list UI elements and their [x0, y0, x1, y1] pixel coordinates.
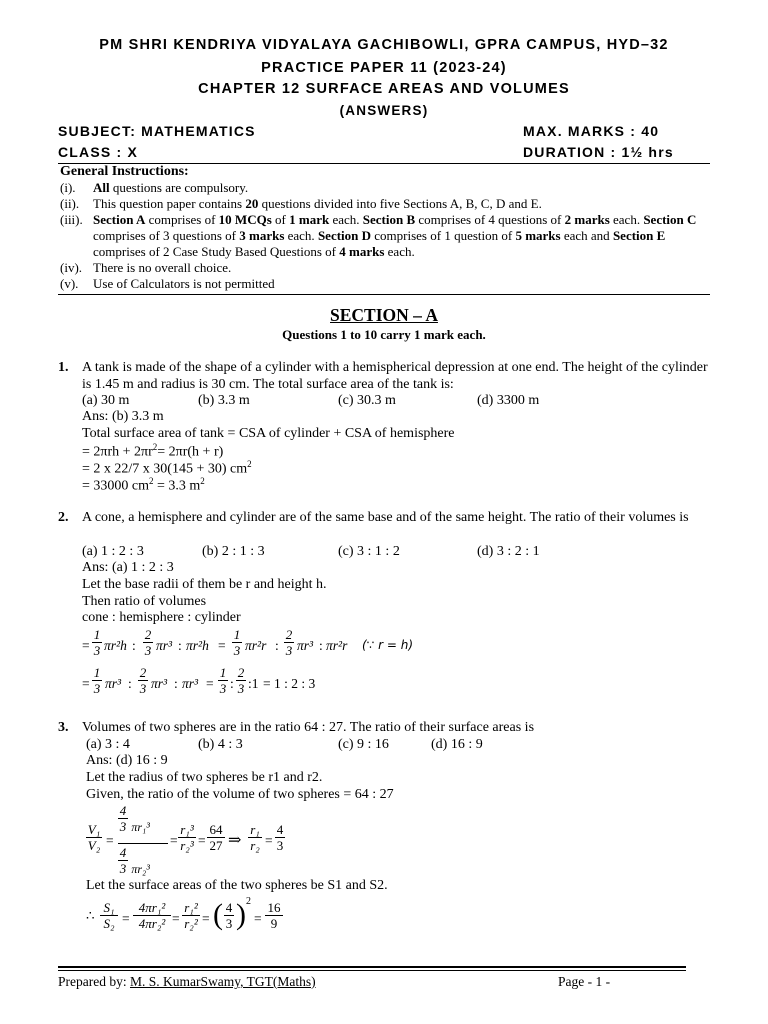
q1-step-4: = 33000 $cm^2 = 3.3$ $m^2$: [82, 476, 205, 494]
q3-option-b: (b) 4 : 3: [198, 737, 243, 752]
q3-option-d: (d) 16 : 9: [431, 737, 483, 752]
max-marks-label: MAX. MARKS : 40: [523, 123, 660, 139]
q2-step-3: cone : hemisphere : cylinder: [82, 610, 241, 625]
q3-option-a: (a) 3 : 4: [86, 737, 130, 752]
q1-option-b: (b) 3.3 m: [198, 393, 250, 408]
q1-option-d: (d) 3300 m: [477, 393, 540, 408]
footer-divider-thick: [58, 966, 686, 968]
q1-step-2: = $2\pi rh + 2\pi r^2= 2\pi r(h + r)$: [82, 442, 224, 460]
footer-divider-thin: [58, 970, 686, 971]
instruction-number: (iv).: [60, 260, 83, 275]
q2-answer: Ans: (a) 1 : 2 : 3: [82, 560, 174, 575]
duration-label: DURATION : 1½ hrs: [523, 144, 674, 160]
instruction-number: (i).: [60, 180, 76, 195]
instruction-item: [60, 212, 710, 260]
instruction-number: (ii).: [60, 196, 80, 211]
paper-title: PRACTICE PAPER 11 (2023-24): [261, 60, 507, 76]
instruction-text: Use of Calculators is not permitted: [93, 276, 275, 291]
instruction-item: [60, 180, 710, 196]
q2-step-2: Then ratio of volumes: [82, 594, 207, 609]
q3-answer: Ans: (d) 16 : 9: [86, 753, 168, 768]
instruction-item: [60, 260, 710, 276]
answers-label: (ANSWERS): [339, 103, 429, 118]
q1-option-c: (c) 30.3 m: [338, 393, 396, 408]
question-number-2: 2.: [58, 510, 69, 525]
section-subtitle: Questions 1 to 10 carry 1 mark each.: [282, 327, 486, 342]
instruction-text: This question paper contains 20 questions divided into five Sections A, B, C, D and E.: [93, 196, 542, 211]
q3-step-3: Let the surface areas of the two spheres be S1 and S2.: [86, 878, 388, 893]
q2-option-c: (c) 3 : 1 : 2: [338, 544, 400, 559]
instruction-text: There is no overall choice.: [93, 260, 232, 275]
q2-option-d: (d) 3 : 2 : 1: [477, 544, 540, 559]
instruction-number: (v).: [60, 276, 79, 291]
instruction-text: Section A comprises of 10 MCQs of 1 mark each. Section B comprises of 4 questions of 2 marks each. Section C comprises of 3 questions of 3 marks each. Section D comprises of 1 question of 5 marks each and Section E comprises of 2 Case Study Based Questions of 4 marks each.: [93, 212, 697, 259]
question-text-1: A tank is made of the shape of a cylinder with a hemispherical depression at one end. The height of the cylinder is 1.45 m and radius is 30 cm. The total surface area of the tank is:: [82, 360, 708, 392]
instruction-item: [60, 196, 710, 212]
instruction-item: [60, 276, 710, 292]
subject-label: SUBJECT: MATHEMATICS: [58, 123, 256, 139]
instruction-number: (iii).: [60, 212, 83, 227]
q2-option-a: (a) 1 : 2 : 3: [82, 544, 144, 559]
q2-step-1: Let the base radii of them be r and height h.: [82, 577, 327, 592]
q1-answer: Ans: (b) 3.3 m: [82, 409, 164, 424]
q2-option-b: (b) 2 : 1 : 3: [202, 544, 265, 559]
question-number-1: 1.: [58, 360, 69, 375]
prepared-by: Prepared by: M. S. KumarSwamy, TGT(Maths): [58, 974, 316, 989]
question-number-3: 3.: [58, 720, 69, 735]
q1-step-1: Total surface area of tank = CSA of cylinder + CSA of hemisphere: [82, 426, 455, 441]
q1-step-3: = 2 x 22/7 x 30(145 + 30) $cm^2$: [82, 459, 252, 477]
instruction-text: All questions are compulsory.: [93, 180, 249, 195]
section-title: SECTION – A: [330, 305, 438, 325]
q3-step-1: Let the radius of two spheres be r1 and r2.: [86, 770, 323, 785]
q3-option-c: (c) 9 : 16: [338, 737, 389, 752]
q1-option-a: (a) 30 m: [82, 393, 130, 408]
q3-step-2: Given, the ratio of the volume of two spheres = 64 : 27: [86, 787, 394, 802]
instructions-title: General Instructions:: [60, 164, 189, 179]
class-label: CLASS : X: [58, 144, 139, 160]
question-text-2: A cone, a hemisphere and cylinder are of the same base and of the same height. The ratio of their volumes is: [82, 510, 689, 525]
school-title: PM SHRI KENDRIYA VIDYALAYA GACHIBOWLI, GPRA CAMPUS, HYD–32: [99, 37, 669, 53]
instructions-divider: [58, 294, 710, 295]
page-number: Page - 1 -: [558, 974, 611, 989]
chapter-title: CHAPTER 12 SURFACE AREAS AND VOLUMES: [198, 81, 570, 97]
question-text-3: Volumes of two spheres are in the ratio 64 : 27. The ratio of their surface areas is: [82, 720, 535, 735]
